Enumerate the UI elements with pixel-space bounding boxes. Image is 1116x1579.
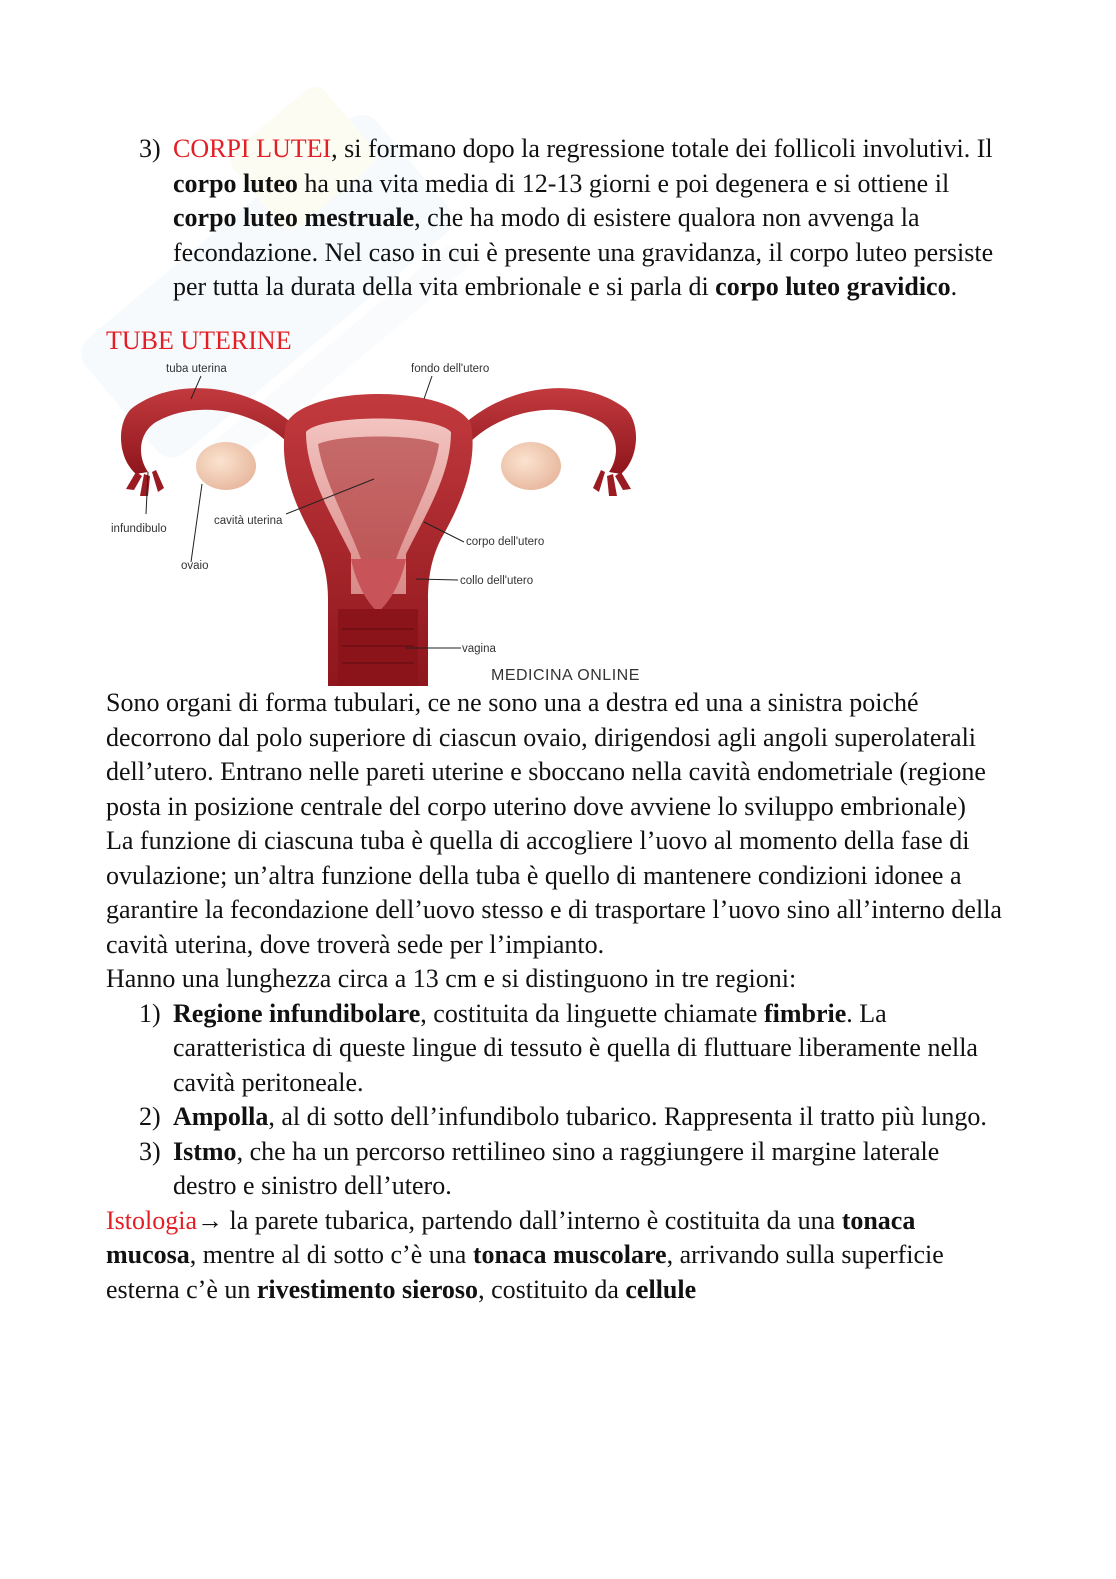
bold-term: Regione infundibolare [173, 998, 421, 1028]
region-text [173, 1100, 1006, 1135]
bold-term: cellule [625, 1274, 697, 1304]
list-number: 2) [139, 1102, 161, 1131]
region-text [173, 997, 1006, 1101]
istologia-label: Istologia [106, 1205, 197, 1235]
list-number: 3) [139, 134, 161, 163]
corpi-lutei-text [173, 132, 1006, 305]
paragraph-description: Sono organi di forma tubulari, ce ne sono una a destra ed una a sinistra poiché decorrono dal polo superiore di ciascun ovaio, dirigendosi agli angoli superolaterali dell’utero. Entrano nelle pareti uterine e sboccano nella cavità endometriale (regione posta in posizione centrale del corpo uterino dove avviene lo sviluppo embrionale) [106, 688, 986, 821]
text-run: , che ha un percorso rettilineo sino a raggiungere il margine laterale destro e sinistro dell’utero. [173, 1136, 940, 1200]
text-run: . [950, 272, 958, 301]
corpi-lutei-title: CORPI LUTEI [173, 134, 332, 163]
list-item-region-1 [106, 997, 1006, 1101]
label-tuba: tuba uterina [166, 363, 227, 375]
bold-term: tonaca muscolare [472, 1240, 667, 1269]
bold-term: Ampolla [173, 1102, 269, 1131]
label-corpo: corpo dell'utero [466, 536, 545, 548]
list-item-region-2 [106, 1100, 1006, 1135]
label-vagina: vagina [462, 643, 496, 655]
paragraph-regions-intro: Hanno una lunghezza circa a 13 cm e si distinguono in tre regioni: [106, 964, 797, 993]
label-cavita: cavità uterina [214, 515, 283, 527]
text-run: , costituito da [478, 1274, 626, 1304]
list-item-region-3 [106, 1135, 1006, 1204]
region-text [173, 1135, 1006, 1204]
text-run: la parete tubarica, partendo dall’interno è costituita da una [223, 1205, 842, 1235]
bold-term: rivestimento sieroso [256, 1274, 479, 1304]
text-run: , al di sotto dell’infundibolo tubarico. Rappresenta il tratto più lungo. [268, 1102, 987, 1131]
bold-term: fimbrie [763, 998, 847, 1028]
right-ovary [501, 442, 561, 490]
text-run: , mentre al di sotto c’è una [189, 1240, 473, 1269]
label-fondo: fondo dell'utero [411, 363, 490, 375]
list-item-corpi-lutei [106, 132, 1006, 305]
list-number: 1) [139, 998, 161, 1028]
left-ovary [196, 442, 256, 490]
left-fimbriae [126, 470, 164, 496]
text-run: . La caratteristica di queste lingue di tessuto è quella di fluttuare liberamente nella cavità peritoneale. [173, 998, 978, 1097]
right-fimbriae [593, 470, 631, 496]
paragraph-istologia [106, 1204, 1006, 1308]
label-ovaio: ovaio [181, 560, 209, 572]
bold-term: corpo luteo [173, 168, 298, 198]
bold-term: corpo luteo gravidico [715, 272, 951, 301]
label-collo: collo dell'utero [460, 575, 534, 587]
text-run: ha una vita media di 12-13 giorni e poi degenera e si ottiene il [297, 168, 950, 198]
paragraph-function: La funzione di ciascuna tuba è quella di accogliere l’uovo al momento della fase di ovulazione; un’altra funzione della tuba è quello di mantenere condizioni idonee a garantire la fecondazione dell’uovo stesso e di trasportare l’uovo sino all’interno della cavità uterina, dove troverà sede per l’impianto. [106, 826, 1002, 959]
text-run: , costituita da linguette chiamate [420, 998, 764, 1028]
text-run: , arrivando sulla superficie esterna c’è un [106, 1240, 944, 1304]
arrow-icon: → [197, 1205, 223, 1235]
section-title: TUBE UTERINE [106, 325, 292, 355]
document-page [106, 132, 1006, 1307]
bold-term: corpo luteo mestruale [173, 203, 415, 232]
text-run: , si formano dopo la regressione totale dei follicoli involutivi. Il [331, 134, 993, 163]
uterus-diagram [106, 354, 651, 686]
label-infundibulo: infundibulo [111, 523, 167, 535]
text-run: , che ha modo di esistere qualora non avvenga la fecondazione. Nel caso in cui è presente una gravidanza, il corpo luteo persiste per tutta la durata della vita embrionale e si parla di [173, 203, 994, 301]
list-number: 3) [139, 1136, 161, 1166]
bold-term: Istmo [173, 1136, 237, 1166]
figure-brand: MEDICINA ONLINE [491, 667, 640, 684]
bold-term: tonaca mucosa [106, 1205, 916, 1269]
